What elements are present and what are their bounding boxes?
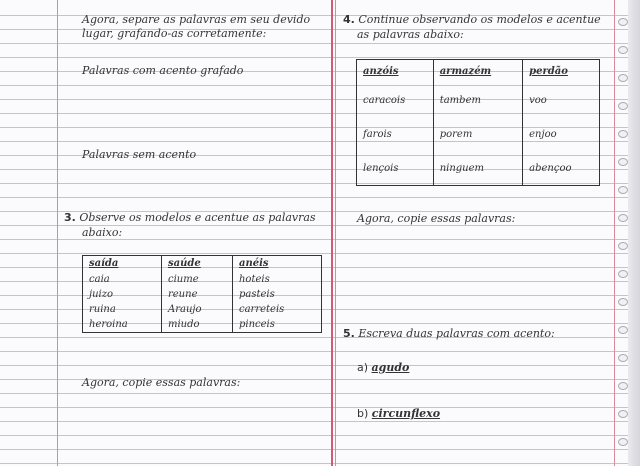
binder-hole bbox=[618, 214, 628, 222]
exercise-4-line2: as palavras abaixo: bbox=[357, 28, 464, 41]
table-cell: caia bbox=[89, 273, 110, 285]
left-margin-line bbox=[57, 0, 58, 466]
left-copy-prompt: Agora, copie essas palavras: bbox=[82, 376, 241, 389]
table-cell: abençoo bbox=[523, 152, 600, 186]
binder-hole bbox=[618, 326, 628, 334]
left-intro-line2: lugar, grafando-as corretamente: bbox=[82, 27, 267, 40]
exercise-4-heading bbox=[343, 13, 601, 26]
table-cell: pinceis bbox=[232, 317, 321, 333]
exercise-3-line1: Observe os modelos e acentue as palavras bbox=[79, 211, 316, 224]
exercise-5a-word: agudo bbox=[371, 361, 410, 374]
binder-hole bbox=[618, 298, 628, 306]
exercise-5-text: Escreva duas palavras com acento: bbox=[358, 327, 555, 340]
table-cell: ninguem bbox=[433, 152, 522, 186]
table-header-cell: armazém bbox=[433, 60, 522, 84]
exercise-5b-letter: b) bbox=[357, 407, 369, 420]
table-row bbox=[83, 317, 322, 333]
page-edge bbox=[628, 0, 640, 466]
table-cell: reune bbox=[161, 287, 232, 302]
table-cell: carreteis bbox=[232, 302, 321, 317]
binder-hole bbox=[618, 102, 628, 110]
table-header-cell: anéis bbox=[232, 256, 321, 272]
exercise-4-line1: Continue observando os modelos e acentue bbox=[358, 13, 601, 26]
right-margin-line bbox=[614, 0, 615, 466]
binder-hole bbox=[618, 438, 628, 446]
exercise-5-number: 5. bbox=[343, 327, 355, 340]
exercise-4-number: 4. bbox=[343, 13, 355, 26]
exercise-5-heading bbox=[343, 327, 555, 340]
binder-hole bbox=[618, 46, 628, 54]
table-cell: tambem bbox=[433, 84, 522, 118]
binder-hole bbox=[618, 186, 628, 194]
table-cell: lençois bbox=[363, 162, 399, 174]
without-accent-label: Palavras sem acento bbox=[82, 148, 197, 161]
binder-hole bbox=[618, 18, 628, 26]
column-divider-thin bbox=[335, 0, 336, 466]
table-cell: porem bbox=[433, 118, 522, 152]
table-cell: pasteis bbox=[232, 287, 321, 302]
table-header-cell: anzóis bbox=[363, 66, 399, 78]
table-cell: farois bbox=[363, 129, 392, 140]
table-row bbox=[357, 84, 600, 118]
table-cell: ciume bbox=[161, 272, 232, 287]
table-row bbox=[83, 287, 322, 302]
table-header-cell: saída bbox=[89, 258, 119, 270]
exercise-5a bbox=[357, 361, 409, 374]
binder-hole bbox=[618, 158, 628, 166]
table-cell: hoteis bbox=[232, 272, 321, 287]
exercise-4-word-table bbox=[356, 59, 600, 186]
table-header-row bbox=[357, 60, 600, 84]
with-accent-label: Palavras com acento grafado bbox=[82, 64, 244, 77]
exercise-5b-word: circunflexo bbox=[371, 407, 441, 420]
binder-hole bbox=[618, 242, 628, 250]
binder-hole bbox=[618, 410, 628, 418]
table-cell: heroina bbox=[89, 318, 128, 330]
binder-hole bbox=[618, 382, 628, 390]
table-header-cell: saúde bbox=[161, 256, 232, 272]
exercise-3-heading bbox=[64, 211, 316, 224]
binder-hole bbox=[618, 74, 628, 82]
binder-hole bbox=[618, 354, 628, 362]
table-row bbox=[357, 118, 600, 152]
table-cell: enjoo bbox=[523, 118, 600, 152]
exercise-5a-letter: a) bbox=[357, 361, 369, 374]
binder-hole bbox=[618, 270, 628, 278]
binder-hole bbox=[618, 130, 628, 138]
exercise-3-number: 3. bbox=[64, 211, 76, 224]
table-cell: Araujo bbox=[161, 302, 232, 317]
table-cell: ruina bbox=[89, 303, 116, 315]
table-cell: voo bbox=[523, 84, 600, 118]
table-row bbox=[83, 302, 322, 317]
table-cell: miudo bbox=[161, 317, 232, 333]
table-header-cell: perdão bbox=[523, 60, 600, 84]
column-divider bbox=[331, 0, 333, 466]
left-intro-line1: Agora, separe as palavras em seu devido bbox=[82, 13, 311, 26]
exercise-3-line2: abaixo: bbox=[82, 226, 123, 239]
exercise-5b bbox=[357, 407, 440, 420]
table-row bbox=[83, 272, 322, 287]
table-cell: juizo bbox=[89, 288, 114, 300]
right-copy-prompt: Agora, copie essas palavras: bbox=[357, 212, 516, 225]
table-row bbox=[357, 152, 600, 186]
exercise-3-word-table bbox=[82, 255, 322, 333]
table-header-row bbox=[83, 256, 322, 272]
table-cell: caracois bbox=[363, 95, 406, 106]
